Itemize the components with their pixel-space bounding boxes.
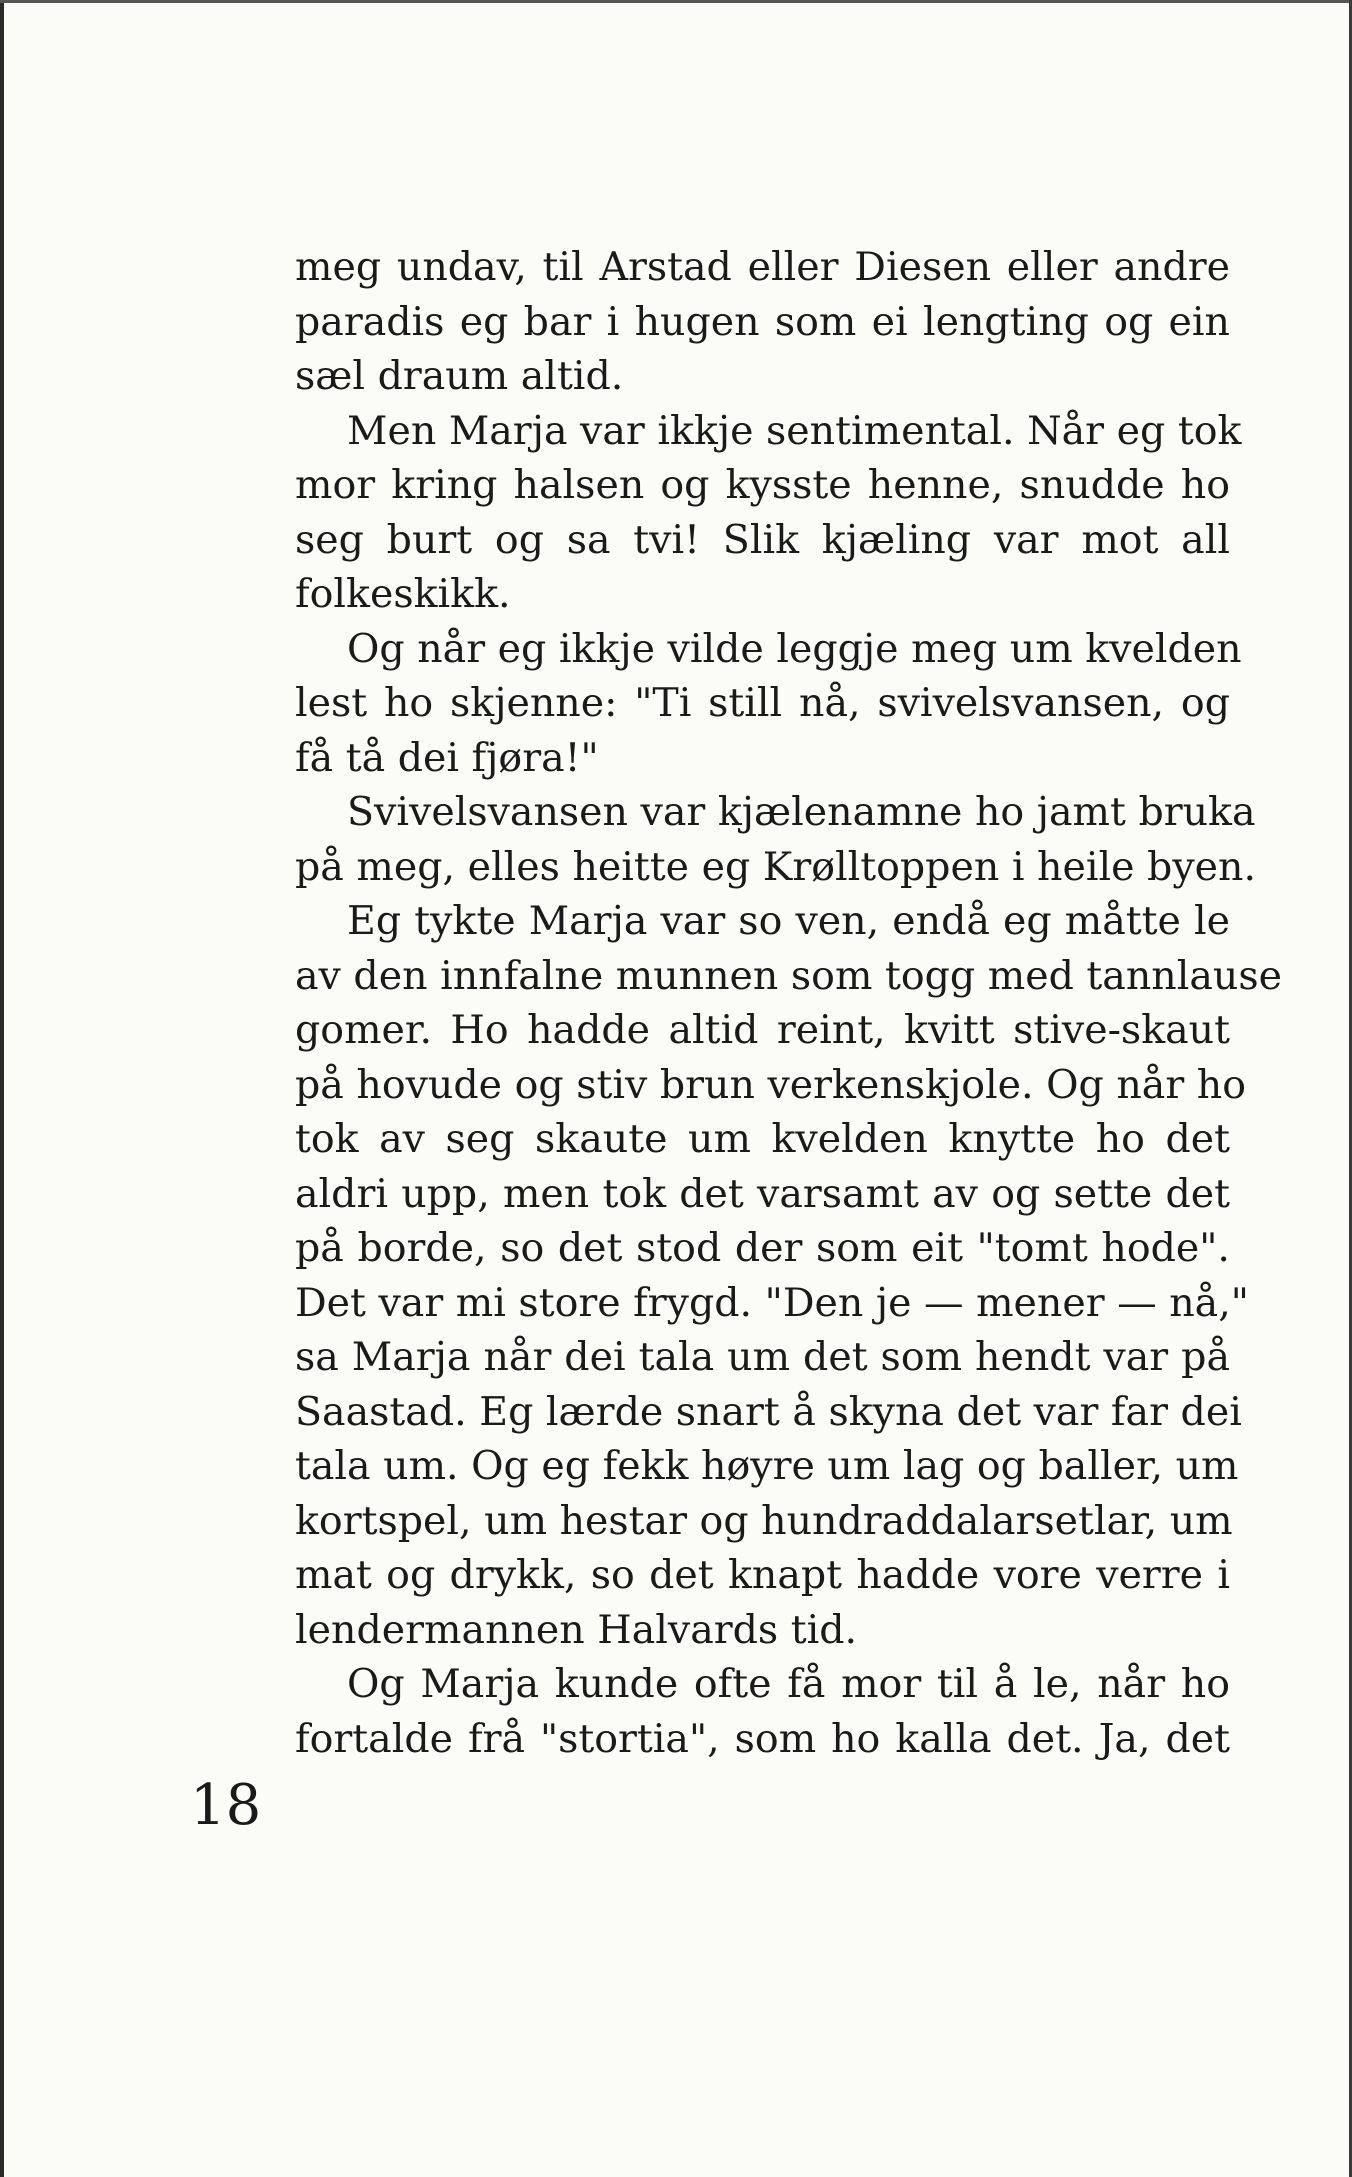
text-line: lendermannen Halvards tid. <box>295 1606 858 1653</box>
text-line: lest ho skjenne: "Ti still nå, svivelsvansen, og <box>295 680 1230 726</box>
text-line: Det var mi store frygd. "Den je — mener — nå," <box>295 1279 1249 1326</box>
text-line: Saastad. Eg lærde snart å skyna det var far dei <box>295 1388 1242 1435</box>
page-number: 18 <box>190 1773 262 1838</box>
page-edge-left <box>0 0 4 2177</box>
text-line: sæl draum altid. <box>295 353 624 399</box>
text-line: på hovude og stiv brun verkenskjole. Og når ho <box>295 1061 1247 1108</box>
text-line: få tå dei fjøra!" <box>295 734 599 781</box>
page-edge-top <box>0 0 1352 3</box>
text-line: seg burt og sa tvi! Slik kjæling var mot all <box>295 516 1230 563</box>
text-line: folkeskikk. <box>295 571 511 617</box>
text-line: gomer. Ho hadde altid reint, kvitt stive-skaut <box>295 1007 1230 1053</box>
text-line: kortspel, um hestar og hundraddalarsetlar, um <box>295 1497 1233 1544</box>
text-line: Svivelsvansen var kjælenamne ho jamt bruka <box>347 789 1256 835</box>
text-line: tala um. Og eg fekk høyre um lag og baller, um <box>295 1443 1239 1489</box>
text-line: på meg, elles heitte eg Krølltoppen i heile byen. <box>295 843 1257 890</box>
text-line: av den innfalne munnen som togg med tannlause <box>295 952 1282 999</box>
text-line: Og Marja kunde ofte få mor til å le, når ho <box>347 1661 1230 1707</box>
text-line: paradis eg bar i hugen som ei lengting og ein <box>295 298 1230 345</box>
text-line: mat og drykk, so det knapt hadde vore verre i <box>295 1552 1230 1598</box>
text-line: Men Marja var ikkje sentimental. Når eg tok <box>347 407 1242 454</box>
text-line: Eg tykte Marja var so ven, endå eg måtte le <box>347 898 1230 944</box>
text-line: tok av seg skaute um kvelden knytte ho det <box>295 1116 1230 1162</box>
text-line: meg undav, til Arstad eller Diesen eller andre <box>295 244 1230 290</box>
text-line: mor kring halsen og kysste henne, snudde ho <box>295 462 1230 508</box>
body-text <box>295 240 1282 1766</box>
text-line: fortalde frå "stortia", som ho kalla det. Ja, det <box>295 1715 1230 1762</box>
text-line: sa Marja når dei tala um det som hendt var på <box>295 1334 1230 1380</box>
text-line: på borde, so det stod der som eit "tomt hode". <box>295 1225 1230 1271</box>
text-line: Og når eg ikkje vilde leggje meg um kvelden <box>347 625 1242 672</box>
text-line: aldri upp, men tok det varsamt av og sette det <box>295 1170 1230 1217</box>
